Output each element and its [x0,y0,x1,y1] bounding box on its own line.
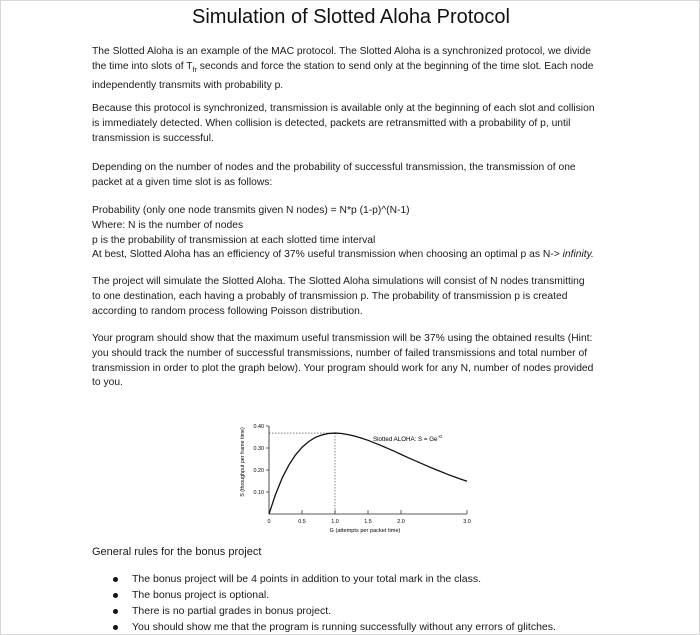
program-line: you should track the number of successful transmissions, number of failed transmissions and total number of [92,347,588,359]
y-tick-label: 0.40 [253,424,264,430]
bonus-rule [113,571,556,587]
x-tick-label: 1.5 [364,519,372,525]
efficiency-line [92,248,612,263]
y-tick-label: 0.30 [253,446,264,452]
y-tick-label: 0.10 [253,490,264,496]
intro-line: independently transmits with probability p. [92,79,284,91]
bullet-dot [113,609,118,614]
bonus-rule [113,603,556,619]
collision-line: transmission is successful. [92,132,214,144]
y-axis-label: S (throughput per frame time) [240,427,246,497]
bonus-rule-text: The bonus project will be 4 points in addition to your total mark in the class. [132,573,482,585]
formula-block [92,204,612,263]
program-paragraph [92,332,612,391]
intro-line: The Slotted Aloha is an example of the MAC protocol. The Slotted Aloha is a synchronized protocol, we divide [92,46,591,57]
program-line: transmission in order to plot the graph below). Your program should work for any N, number of nodes provided [92,362,594,374]
bonus-rule-text: The bonus project is optional. [132,589,270,601]
bullet-dot [113,577,118,582]
intro-line: the time into slots of $T_{fr}$ seconds and force the station to send only at the beginning of the time slot. Each node [92,60,594,74]
formula-line: Where: N is the number of nodes [92,219,244,231]
depending-line: Depending on the number of nodes and the probability of successful transmission, the transmission of one [92,162,576,173]
throughput-curve [269,433,467,514]
bullet-dot [113,593,118,598]
project-line: according to random process following Poisson distribution. [92,305,363,317]
y-tick-label: 0.20 [253,468,264,474]
collision-paragraph [92,102,612,146]
project-line: to one destination, each having a probably of transmission p. The probability of transmission p is created [92,290,568,302]
legend-label: Slotted ALOHA: $S = Ge^{-G}$ [373,434,443,443]
bonus-rule [113,619,556,635]
x-tick-label: 3.0 [463,519,471,525]
program-line: to you. [92,377,123,389]
collision-line: is immediately detected. When collision is detected, packets are retransmitted with a probability of p, until [92,117,571,129]
bonus-rules-list [113,571,556,635]
x-tick-label: 1.0 [331,519,339,525]
bonus-rule-text: You should show me that the program is running successfully without any errors of glitches. [132,621,556,633]
depending-line: packet at a given time slot is as follows: [92,176,273,188]
x-tick-label: 0 [267,519,271,525]
throughput-chart [235,404,485,539]
bullet-dot [113,625,118,630]
x-axis-label: G (attempts per packet time) [329,528,401,534]
project-line: The project will simulate the Slotted Aloha. The Slotted Aloha simulations will consist of N nodes transmitting [92,276,585,287]
bonus-rule-text: There is no partial grades in bonus project. [132,605,332,617]
bonus-rule [113,587,556,603]
formula-line: Probability (only one node transmits given N nodes) = N*p (1-p)^(N-1) [92,205,410,216]
program-line: Your program should show that the maximum useful transmission will be 37% using the obtained results (Hint: [92,333,593,344]
project-paragraph [92,275,612,319]
formula-line: p is the probability of transmission at each slotted time interval [92,234,376,246]
depending-paragraph [92,161,612,191]
x-tick-label: 2.0 [397,519,405,525]
collision-line: Because this protocol is synchronized, transmission is available only at the beginning of each slot and collision [92,103,595,114]
intro-paragraph [92,45,612,93]
bonus-heading: General rules for the bonus project [92,546,262,558]
efficiency-text: At best, Slotted Aloha has an efficiency of 37% useful transmission when choosing an optimal p as N-> [92,249,563,261]
page-title: Simulation of Slotted Aloha Protocol [192,6,510,28]
efficiency-italic: infinity. [562,249,594,261]
x-tick-label: 0.5 [298,519,306,525]
